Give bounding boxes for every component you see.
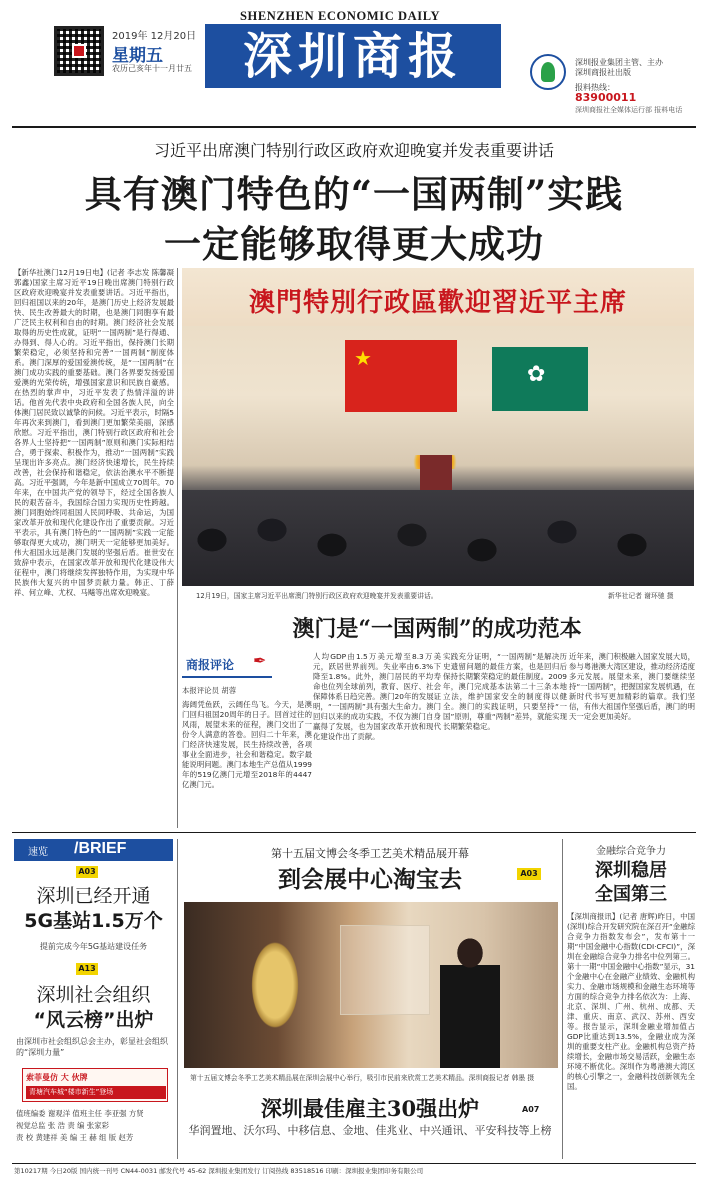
issue-date: 2019年 12月20日 [112,31,197,42]
masthead-english-name: SHENZHEN ECONOMIC DAILY [240,9,441,23]
podium [420,455,452,495]
hotline-number: 83900011 [575,91,637,104]
ad-line-2: 青塘汽车城“楼市新生”登场 [26,1086,166,1099]
section-divider [12,832,696,833]
lead-kicker: 习近平出席澳门特别行政区政府欢迎晚宴并发表重要讲话 [153,141,554,160]
staff-line-1: 值班编委 谢观洋 值班主任 李亚强 方贤 [16,1109,144,1118]
commentary-column-1: 海阔凭鱼跃，云阔任鸟飞。今天，是澳门回归祖国20周年的日子。回首过往的风雨，展望未来的征程，澳门交出了一份令人满意的答卷。回归二十年来，澳门经济快速发展，民生持续改善，各项事业全面进步，社会和谐稳定。数字最能说明问题。澳门本地生产总值从1999年的519亿澳门元增至2018年的4447亿澳门元。 [182,700,312,789]
lunar-date: 农历己亥年十一月廿五 [112,64,192,73]
visitor-figure [440,935,500,1068]
brief-label: 速览 [28,847,48,858]
brief-item-2-page: A13 [76,963,98,975]
expo-headline[interactable]: 到会展中心淘宝去 [278,866,462,893]
employer-page: A07 [522,1105,540,1114]
masthead-divider [12,126,696,128]
footer-info: 第10217期 今日20版 国内统一刊号 CN44-0031 邮发代号 45-62 深圳报业集团发行 订阅热线 83518516 印刷：深圳报业集团印务有限公司 [14,1167,424,1175]
hotline-label: 报料热线： [575,83,615,92]
lead-headline-line-2: 一定能够取得更大成功 [164,222,544,266]
banquet-banner-text: 澳門特別行政區歡迎習近平主席 [248,288,627,318]
publisher-line-1: 深圳报业集团主管、主办 [575,58,663,67]
finance-headline-line-1[interactable]: 深圳稳居 [595,860,667,881]
lead-headline-line-1: 具有澳门特色的“一国两制”实践 [84,172,624,216]
employer-subtitle: 华润置地、沃尔玛、中移信息、金地、佳兆业、中兴通讯、平安科技等上榜 [188,1124,552,1137]
finance-kicker: 金融综合竞争力 [596,846,666,857]
expo-caption: 第十五届文博会冬季工艺美术精品展在深圳会展中心举行，吸引市民前来欣赏工艺美术精品。深圳商报记者 韩墨 摄 [190,1074,535,1082]
qr-code-icon [54,26,104,76]
photo-caption: 12月19日，国家主席习近平出席澳门特别行政区政府欢迎晚宴并发表重要讲话。 [196,592,438,600]
staff-line-2: 视觉总监 张 浩 责 编 张家彩 [16,1121,110,1130]
column-divider [177,268,178,828]
lead-article-body: 【新华社澳门12月19日电】(记者 李志发 陈馨凝 郭鑫)国家主席习近平19日晚出席澳门特别行政区政府欢迎晚宴并发表重要讲话。习近平指出，回归祖国以来的20年，是澳门历史上经济发展最快、民生改善最大的时期，也是澳门同胞享有最广泛民主权利和自由的时期。澳门经济社会发展取得的历史性成就，证明“一国两制”是行得通、办得到、得人心的。习近平指出，保持澳门长期繁荣稳定，必须坚持和完善“一国两制”制度体系。澳门深厚的爱国爱澳传统，是“一国两制”在澳门成功实践的重要基础。澳门各界要发扬爱国爱澳的光荣传统，增强国家意识和民族自豪感。在热烈的掌声中，习近平发表了热情洋溢的讲话。他首先代表中央政府和全国各族人民，向全体澳门居民致以诚挚的问候。习近平表示，时隔5年再次来到澳门，看到澳门更加繁荣美丽，深感欣慰。习近平指出，澳门特别行政区政府和社会各界人士坚持把“一国两制”原则和澳门实际相结合，勇于探索、积极作为，推动“一国两制”实践呈现出许多亮点。澳门经济快速增长，民生持续改善，社会保持和谐稳定，依法治澳水平不断提高。习近平强调，今年是新中国成立70周年。70年来，在中国共产党的领导下，经过全国各族人民的艰苦奋斗，我国综合国力实现历史性跨越。澳门同胞始终同祖国人民同呼吸、共命运，为国家改革开放和现代化建设作出了重要贡献。习近平表示，具有澳门特色的“一国两制”实践一定能够取得更大成功，澳门明天一定能够更加美好。伟大祖国永远是澳门发展的坚强后盾。崔世安在致辞中表示，在国家改革开放和现代化建设伟大征程中，澳门将继续发挥独特作用，为实现中华民族伟大复兴的中国梦贡献力量。韩正、丁薛祥、何立峰、尤权、马飚等出席欢迎晚宴。 [14,268,174,597]
display-case [340,925,430,1015]
issue-weekday: 星期五 [112,46,163,66]
lotus-icon: ✿ [527,362,546,387]
column-divider [562,839,563,1159]
expo-kicker: 第十五届文博会冬季工艺美术精品展开幕 [271,847,469,860]
footer-divider [12,1163,696,1164]
publisher-line-4: 深圳商报社全媒体运行部 报料电话 [575,106,683,114]
commentary-column-3: 实践充分证明，“一国两制”是解决历史遗留问题的最佳方案，也是回归后保持长期繁荣稳定的最佳制度。2009年，澳门完成基本法第二十三条本地立法，维护国家安全的制度得以健全。澳门的实践证明，只要坚持“一国”原则，尊重“两制”差异，就能实现长期繁荣稳定。 [443,652,567,731]
brief-item-1-title-line-1[interactable]: 深圳已经开通 [36,885,151,907]
brief-item-1-title-line-2[interactable]: 5G基站1.5万个 [24,910,163,932]
ad-line-1: 索菲曼仿 大 伙牌 [26,1073,88,1082]
publisher-line-2: 深圳商报社出版 [575,68,631,77]
brief-item-2-title-line-1[interactable]: 深圳社会组织 [36,984,151,1006]
finance-headline-line-2[interactable]: 全国第三 [595,884,667,905]
photo-credit: 新华社记者 谢环驰 摄 [608,592,674,600]
brief-item-2-subtitle: 由深圳市社会组织总会主办，彰显社会组织的“深圳力量” [16,1037,168,1057]
expo-page: A03 [517,868,541,880]
commentary-column-4: 近年来，澳门积极融入国家发展大局，参与粤港澳大湾区建设，推动经济适度多元发展。展望未来，澳门要继续坚持“一国两制”，把握国家发展机遇，在新时代书写更加精彩的篇章。我们坚信，有伟大祖国作坚强后盾，澳门的明天一定会更加美好。 [569,652,695,721]
commentary-byline: 本报评论员 胡蓉 [182,686,237,695]
commentary-headline: 澳门是“一国两制”的成功范本 [292,616,582,642]
masthead-title: 深圳商报 [242,27,463,85]
flag-star-icon: ★ [354,346,372,370]
banquet-audience [182,490,694,586]
commentary-column-2: 人均GDP由1.5万美元增至8.3万美元，跃居世界前列。失业率由6.3%下降至1.8%。此外，澳门居民的平均寿命也位列全球前列，教育、医疗、社会保障体系日趋完善。澳门20年的发展证明，“一国两制”具有强大生命力。澳门回归以来的成功实践，不仅为澳门自身赢得了发展，也为国家改革开放和现代化建设作出了贡献。 [313,652,441,741]
press-group-logo-icon [530,54,566,90]
brief-item-2-title-line-2[interactable]: “风云榜”出炉 [33,1009,154,1031]
employer-headline[interactable]: 深圳最佳雇主30强出炉 [260,1096,480,1121]
staff-line-3: 责 校 黄建祥 美 编 王 赫 组 版 赵芳 [16,1133,134,1142]
brief-item-1-subtitle: 提前完成今年5G基站建设任务 [39,942,148,951]
brief-title: /BRIEF [74,840,127,857]
commentary-tag: 商报评论 [186,658,235,672]
pen-icon: ✒ [253,651,267,670]
brief-item-1-page: A03 [76,866,98,878]
gold-statue [240,925,310,1045]
column-divider [177,839,178,1159]
finance-article-body: 【深圳商报讯】(记者 唐辉)昨日，中国(深圳)综合开发研究院在深召开“金融综合竞争力指数发布会”，发布第十一期“中国金融中心指数(CDI·CFCI)”，深圳在金融综合竞争力排名中位列第三。第十一期“中国金融中心指数”显示，31个金融中心在金融产业绩效、金融机构实力、金融市场规模和金融生态环境等方面的综合竞争力排名依次为：上海、北京、深圳、广州、杭州、成都、天津、重庆、南京、武汉、苏州、西安等。报告显示，深圳金融业增加值占GDP比重达到13.5%，金融业成为深圳的重要支柱产业。金融机构总资产持续增长，金融市场交易活跃，金融生态环境不断优化。深圳作为粤港澳大湾区的核心引擎之一，金融科技创新领先全国。 [567,912,695,1091]
